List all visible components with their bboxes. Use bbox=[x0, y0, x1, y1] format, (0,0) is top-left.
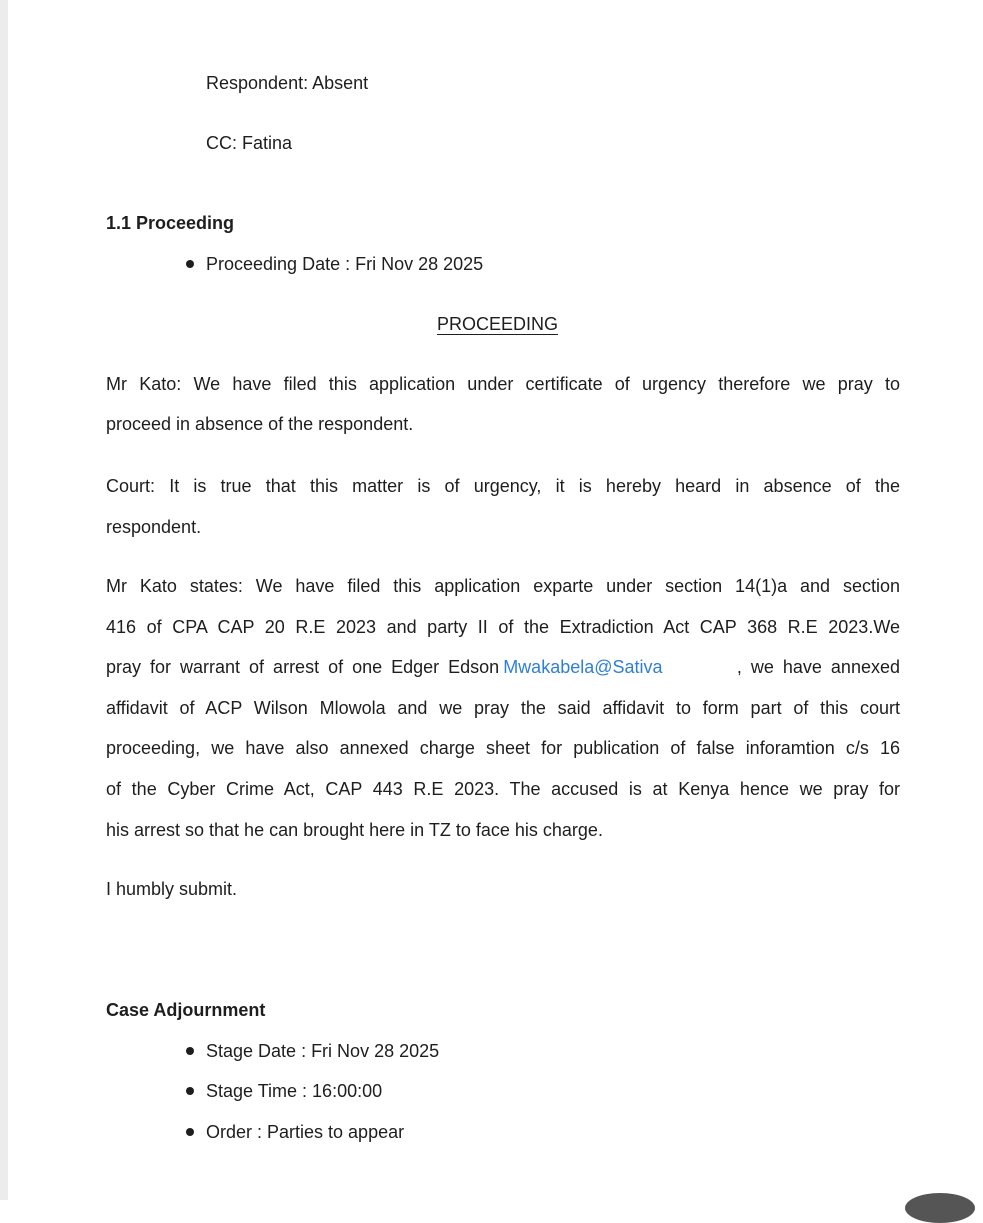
text-segment: pray for warrant of arrest of one Edger Edson bbox=[106, 657, 500, 677]
text-segment: , we have annexed bbox=[736, 657, 900, 677]
section-heading-adjournment: Case Adjournment bbox=[106, 1000, 266, 1020]
paragraph-line: 416 of CPA CAP 20 R.E 2023 and party II of the Extradiction Act CAP 368 R.E 2023.We bbox=[106, 617, 900, 637]
page-edge bbox=[0, 0, 8, 1200]
closing-line: I humbly submit. bbox=[106, 879, 238, 899]
bullet-icon bbox=[186, 1087, 194, 1095]
paragraph-line: Court: It is true that this matter is of urgency, it is hereby heard in absence of the bbox=[106, 476, 900, 496]
floating-button[interactable] bbox=[905, 1193, 975, 1223]
paragraph-line: Mr Kato: We have filed this application under certificate of urgency therefore we pray to bbox=[106, 374, 900, 394]
proceeding-date: Proceeding Date : Fri Nov 28 2025 bbox=[206, 254, 484, 274]
paragraph-line: proceeding, we have also annexed charge sheet for publication of false inforamtion c/s 16 bbox=[106, 738, 900, 758]
paragraph-line: affidavit of ACP Wilson Mlowola and we pray the said affidavit to form part of this court bbox=[106, 698, 900, 718]
paragraph-line: his arrest so that he can brought here in TZ to face his charge. bbox=[106, 820, 603, 840]
respondent-line: Respondent: Absent bbox=[206, 73, 369, 93]
proceeding-title: PROCEEDING bbox=[437, 314, 559, 334]
paragraph-line: proceed in absence of the respondent. bbox=[106, 414, 414, 434]
paragraph-line: Mr Kato states: We have filed this application exparte under section 14(1)a and section bbox=[106, 576, 900, 596]
bullet-icon bbox=[186, 1047, 194, 1055]
paragraph-line: of the Cyber Crime Act, CAP 443 R.E 2023. The accused is at Kenya hence we pray for bbox=[106, 779, 900, 799]
paragraph-line: respondent. bbox=[106, 517, 202, 537]
mention-link[interactable]: Mwakabela@Sativa bbox=[503, 657, 663, 677]
section-heading-proceeding: 1.1 Proceeding bbox=[106, 213, 235, 233]
cc-line: CC: Fatina bbox=[206, 133, 293, 153]
bullet-icon bbox=[186, 260, 194, 268]
stage-date: Stage Date : Fri Nov 28 2025 bbox=[206, 1041, 440, 1061]
stage-time: Stage Time : 16:00:00 bbox=[206, 1081, 383, 1101]
order: Order : Parties to appear bbox=[206, 1122, 405, 1142]
bullet-icon bbox=[186, 1128, 194, 1136]
paragraph-line bbox=[106, 656, 900, 678]
